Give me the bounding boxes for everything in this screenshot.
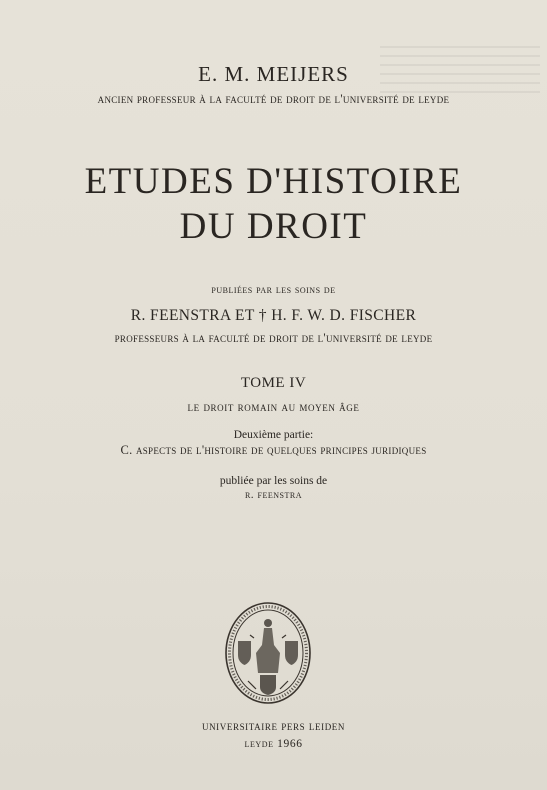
volume-number: TOME IV bbox=[240, 375, 307, 391]
publisher-name: universitaire pers leiden bbox=[201, 719, 346, 733]
place-and-year: leyde 1966 bbox=[244, 738, 303, 750]
volume-subtitle: le droit romain au moyen âge bbox=[187, 400, 360, 414]
part-label: Deuxième partie: bbox=[233, 429, 314, 441]
editors-names: R. FEENSTRA ET † H. F. W. D. FISCHER bbox=[130, 307, 417, 324]
part-title: C. aspects de l'histoire de quelques principes juridiques bbox=[120, 443, 427, 457]
part-published-by: publiée par les soins de bbox=[219, 475, 328, 487]
university-seal-icon bbox=[224, 601, 312, 705]
author-name: E. M. MEIJERS bbox=[198, 62, 349, 86]
published-by-label: publiées par les soins de bbox=[211, 284, 336, 296]
part-editor-name: r. feenstra bbox=[244, 489, 303, 501]
book-title-line-2: DU DROIT bbox=[179, 206, 368, 247]
book-title-line-1: ETUDES D'HISTOIRE bbox=[84, 161, 463, 202]
author-affiliation: ancien professeur à la faculté de droit de l'université de leyde bbox=[97, 92, 450, 106]
editors-affiliation: professeurs à la faculté de droit de l'université de leyde bbox=[114, 331, 433, 345]
